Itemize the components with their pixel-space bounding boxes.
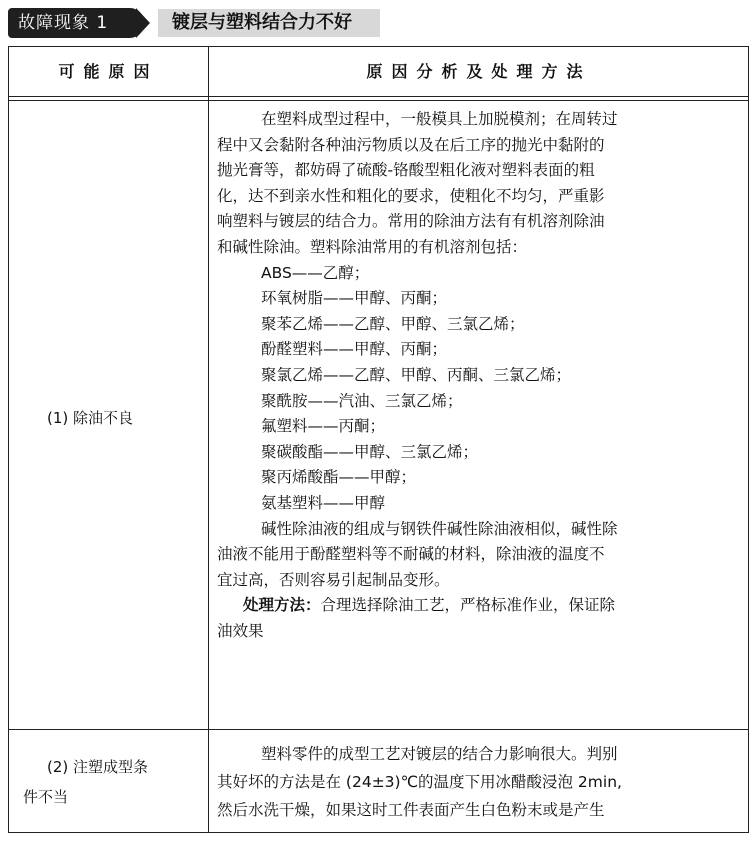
solvent-item: 聚丙烯酸酯——甲醇；	[261, 468, 417, 487]
solvent-item: 聚氯乙烯——乙醇、甲醇、丙酮、三氯乙烯；	[261, 365, 572, 384]
fault-header	[8, 8, 380, 38]
analysis-injection-molding	[217, 740, 743, 824]
paragraph-line: 然后水洗干燥，如果这时工件表面产生白色粉末或是产生	[217, 801, 605, 819]
paragraph-line: 油液不能用于酚醛塑料等不耐碱的材料，除油液的温度不	[217, 545, 605, 564]
fault-title: 镀层与塑料结合力不好	[158, 9, 380, 37]
header-divider	[9, 96, 748, 97]
paragraph-line: 碱性除油液的组成与钢铁件碱性除油液相似，碱性除	[261, 519, 618, 538]
header-analysis-method: 原因分析及处理方法	[366, 62, 592, 81]
paragraph-line: 响塑料与镀层的结合力。常用的除油方法有有机溶剂除油	[217, 212, 605, 231]
solvent-item: 聚苯乙烯——乙醇、甲醇、三氯乙烯；	[261, 314, 525, 333]
column-divider	[208, 47, 209, 832]
treatment-line	[217, 593, 743, 619]
solvent-item: 环氧树脂——甲醇、丙酮；	[261, 289, 448, 308]
solvent-item: 氟塑料——丙酮；	[261, 417, 386, 436]
analysis-degreasing	[217, 107, 743, 644]
cause-injection-molding	[23, 752, 195, 812]
solvent-item: 聚酰胺——汽油、三氯乙烯；	[261, 391, 463, 410]
treatment-text: 合理选择除油工艺，严格标准作业，保证除	[320, 596, 616, 615]
paragraph-line: 油效果	[217, 621, 264, 640]
header-possible-cause: 可能原因	[58, 62, 159, 81]
paragraph-line: 其好坏的方法是在 (24±3)℃的温度下用冰醋酸浸泡 2min,	[217, 773, 622, 791]
paragraph-line: 抛光膏等，都妨碍了硫酸-铬酸型粗化液对塑料表面的粗	[217, 161, 595, 180]
paragraph-line: 宜过高，否则容易引起制品变形。	[217, 570, 450, 589]
paragraph-line: 在塑料成型过程中，一般模具上加脱模剂；在周转过	[261, 110, 618, 128]
treatment-label: 处理方法：	[243, 596, 321, 615]
row-divider	[9, 729, 748, 730]
badge-arrow	[136, 8, 150, 38]
fault-badge: 故障现象 1	[8, 8, 144, 38]
solvent-item: 氨基塑料——甲醇	[261, 493, 386, 512]
cause-line: 件不当	[23, 788, 69, 806]
paragraph-line: 塑料零件的成型工艺对镀层的结合力影响很大。判别	[261, 745, 618, 763]
cause-analysis-table	[8, 46, 749, 833]
solvent-item: 聚碳酸酯——甲醇、三氯乙烯；	[261, 442, 479, 461]
paragraph-line: 程中又会黏附各种油污物质以及在后工序的抛光中黏附的	[217, 135, 605, 154]
cause-line: (2) 注塑成型条	[47, 758, 149, 776]
paragraph-line: 化，达不到亲水性和粗化的要求，使粗化不均匀，严重影	[217, 186, 605, 205]
cause-degreasing: (1) 除油不良	[47, 409, 134, 427]
header-divider-double	[9, 100, 748, 101]
solvent-item: ABS——乙醇；	[261, 263, 370, 282]
paragraph-line: 和碱性除油。塑料除油常用的有机溶剂包括：	[217, 237, 528, 256]
solvent-item: 酚醛塑料——甲醇、丙酮；	[261, 340, 448, 359]
